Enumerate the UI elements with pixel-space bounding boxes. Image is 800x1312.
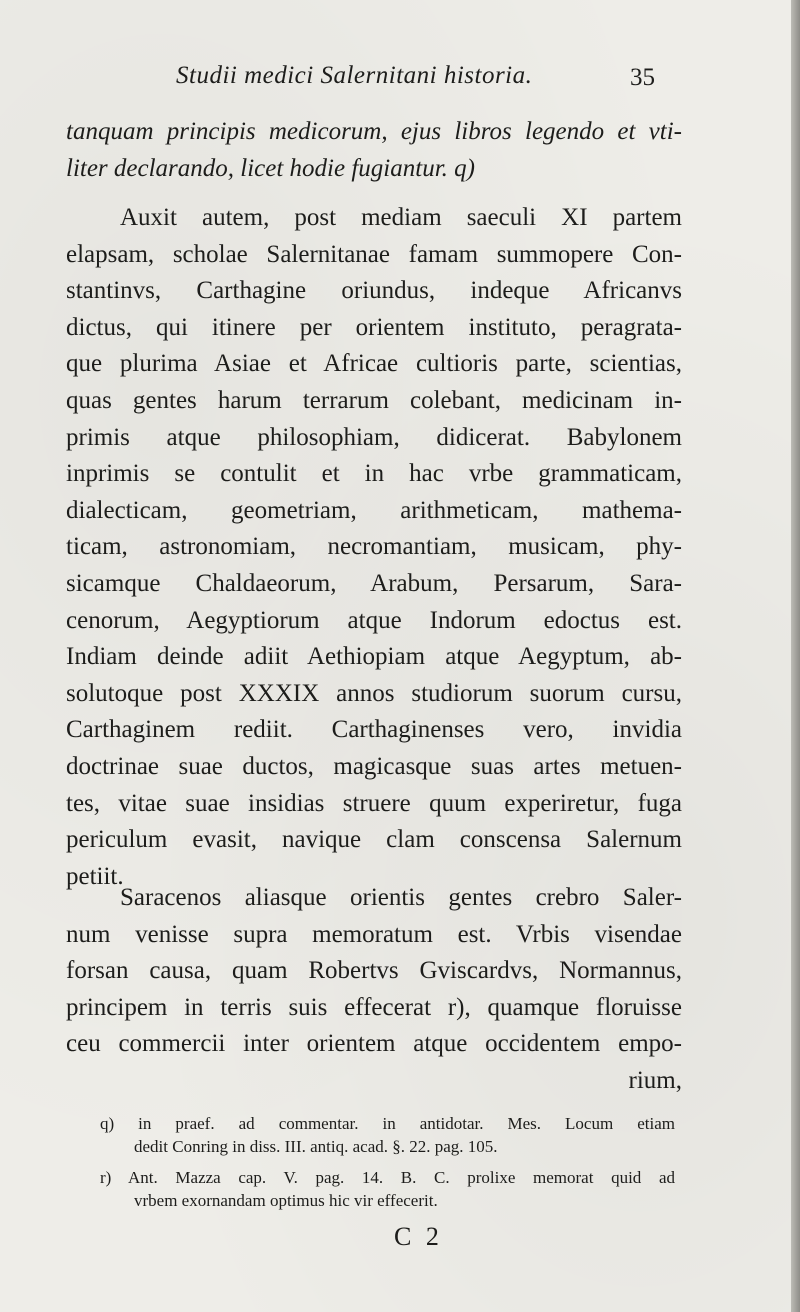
text-line: primis atque philosophiam, didicerat. Babylonem [66, 423, 682, 451]
text-line: tanquam principis medicorum, ejus libros legendo et vti- [66, 118, 682, 145]
signature-mark: C 2 [394, 1222, 443, 1251]
text-line: Auxit autem, post mediam saeculi XI partem [120, 204, 682, 231]
text-line: quas gentes harum terrarum colebant, medicinam in- [66, 386, 682, 414]
text-line: stantinvs, Carthagine oriundus, indeque Africanvs [66, 277, 682, 305]
footnote-line: dedit Conring in diss. III. antiq. acad. §. 22. pag. 105. [134, 1137, 498, 1156]
text-line: cenorum, Aegyptiorum atque Indorum edoctus est. [66, 606, 682, 634]
text-line: num venisse supra memoratum est. Vrbis visendae [66, 920, 682, 948]
text-line: doctrinae suae ductos, magicasque suas artes metuen- [66, 752, 682, 780]
footnote-line: q) in praef. ad commentar. in antidotar. Mes. Locum etiam [100, 1114, 675, 1133]
text-line: solutoque post XXXIX annos studiorum suorum cursu, [66, 679, 682, 707]
text-line: dictus, qui itinere per orientem instituto, peragrata- [66, 313, 682, 341]
paragraph-1 [66, 200, 682, 895]
text-line: petiit. [66, 862, 124, 890]
text-line: tes, vitae suae insidias struere quum experiretur, fuga [66, 789, 682, 817]
text-line: Indiam deinde adiit Aethiopiam atque Aegyptum, ab- [66, 643, 682, 671]
page-edge [791, 0, 800, 1312]
text-line: principem in terris suis effecerat r), quamque floruisse [66, 993, 682, 1021]
text-line: ticam, astronomiam, necromantiam, musicam, phy- [66, 533, 682, 561]
text-line: Saracenos aliasque orientis gentes crebro Saler- [120, 884, 682, 911]
text-line: periculum evasit, navique clam conscensa Salernum [66, 826, 682, 854]
intro-block [66, 114, 682, 187]
footnote-r [100, 1166, 675, 1212]
text-line: inprimis se contulit et in hac vrbe grammaticam, [66, 460, 682, 488]
text-line: Carthaginem rediit. Carthaginenses vero, invidia [66, 716, 682, 744]
text-line: dialecticam, geometriam, arithmeticam, mathema- [66, 496, 682, 524]
text-line: sicamque Chaldaeorum, Arabum, Persarum, Sara- [66, 569, 682, 597]
text-line: liter declarando, licet hodie fugiantur. q) [66, 154, 475, 182]
page-number: 35 [630, 64, 655, 91]
footnote-line: vrbem exornandam optimus hic vir effecerit. [134, 1191, 438, 1210]
text-line: elapsam, scholae Salernitanae famam summopere Con- [66, 240, 682, 268]
text-line: ceu commercii inter orientem atque occidentem empo- [66, 1030, 682, 1058]
paragraph-2 [66, 880, 682, 1100]
text-line: que plurima Asiae et Africae cultioris parte, scientias, [66, 350, 682, 378]
catchword: rium, [628, 1066, 682, 1094]
footnote-q [100, 1112, 675, 1158]
running-head-title: Studii medici Salernitani historia. [176, 62, 533, 89]
text-line: forsan causa, quam Robertvs Gviscardvs, Normannus, [66, 957, 682, 985]
footnote-line: r) Ant. Mazza cap. V. pag. 14. B. C. prolixe memorat quid ad [100, 1168, 675, 1187]
